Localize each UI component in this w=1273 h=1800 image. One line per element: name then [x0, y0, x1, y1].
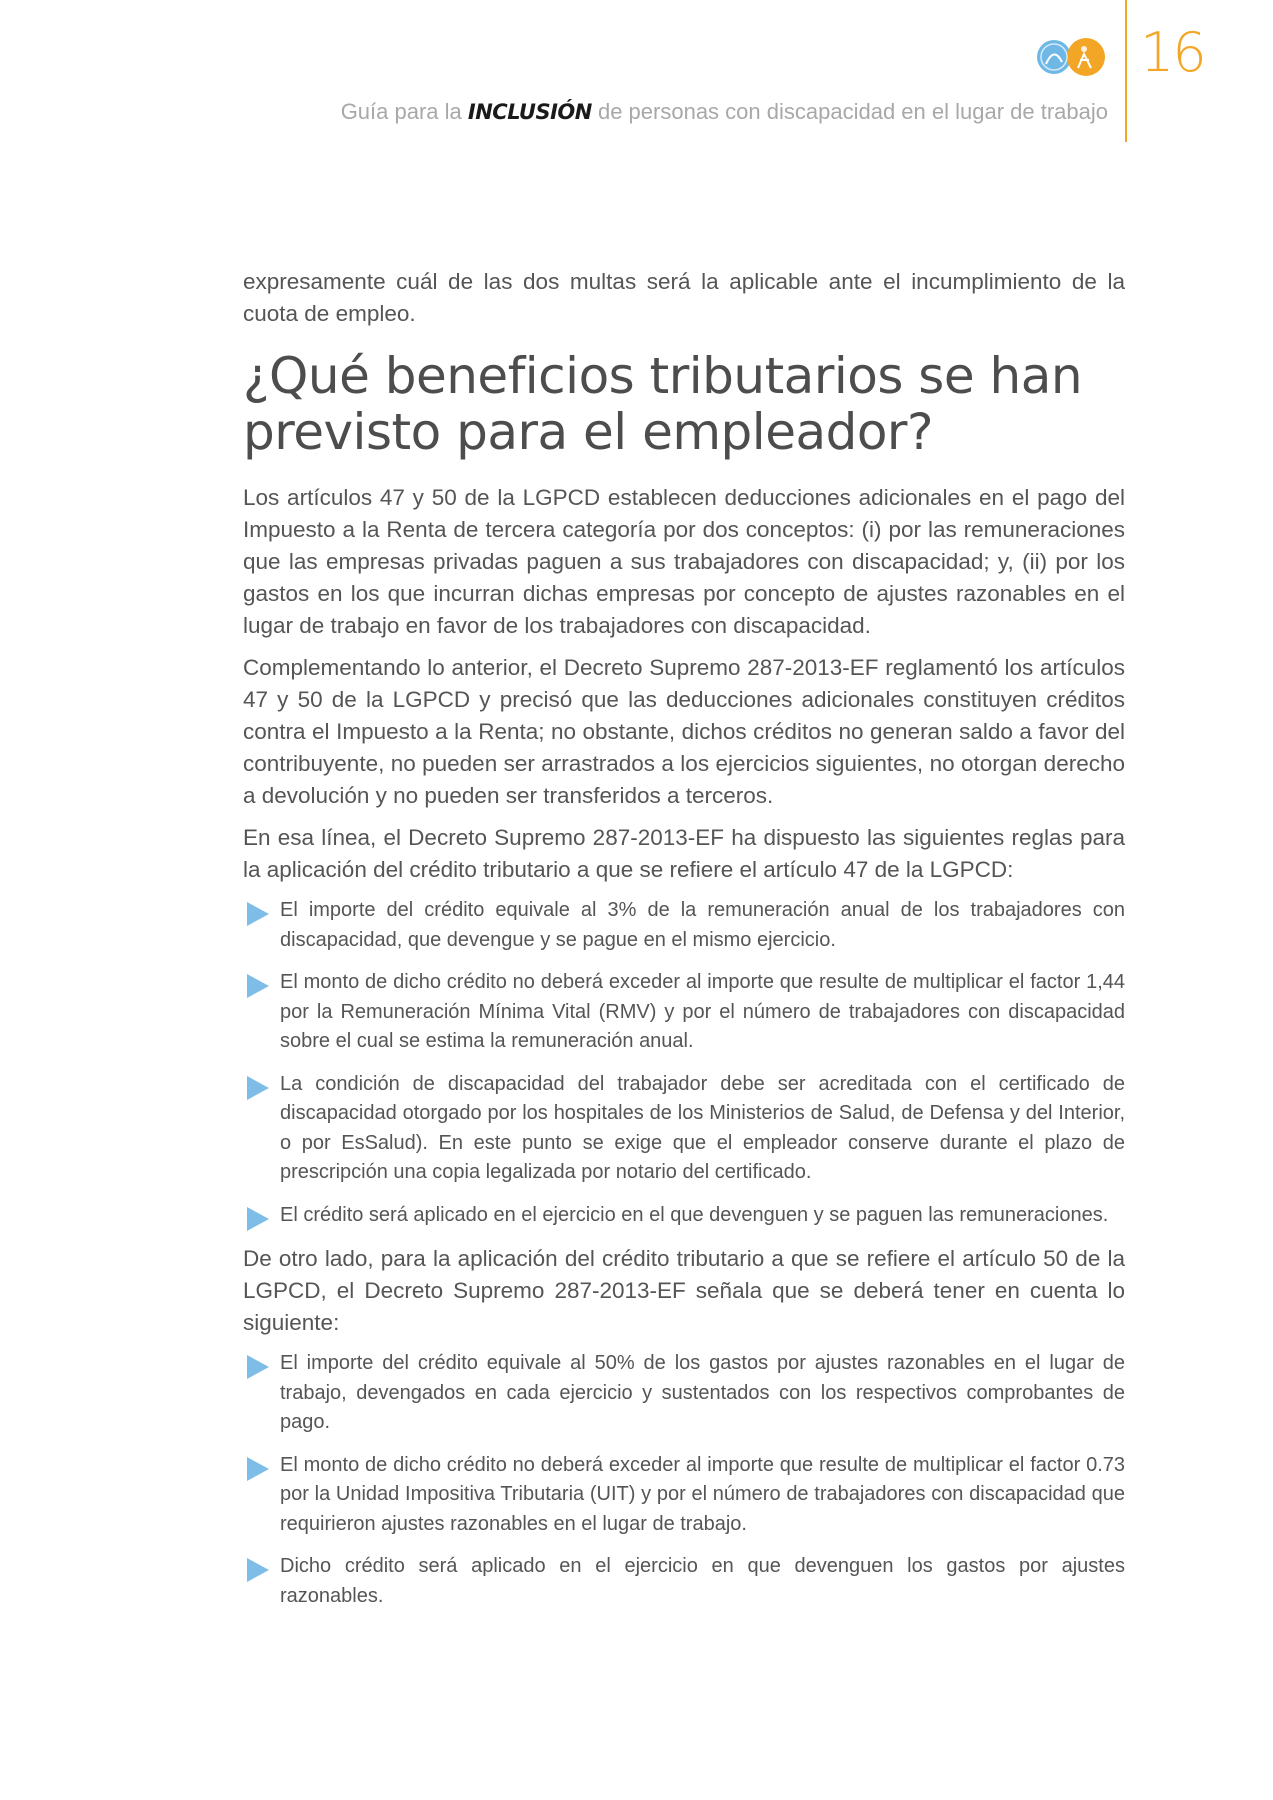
list-item-text: El crédito será aplicado en el ejercicio en el que devenguen y se paguen las remuneraciones.	[280, 1203, 1109, 1226]
logo-icon	[1034, 36, 1108, 78]
list-item-text: El importe del crédito equivale al 3% de la remuneración anual de los trabajadores con discapacidad, que devengue y se pague en el mismo ejercicio.	[280, 899, 1125, 951]
list-item-text: El monto de dicho crédito no deberá exceder al importe que resulte de multiplicar el factor 0.73 por la Unidad Impositiva Tributaria (UIT) y por el número de trabajadores con discapacidad que requirieron ajustes razonables en el lugar de trabajo.	[280, 1453, 1125, 1535]
triangle-bullet-icon	[245, 1354, 271, 1380]
intro-paragraph: expresamente cuál de las dos multas será la aplicable ante el incumplimiento de la cuota de empleo.	[243, 269, 1125, 326]
list-item	[243, 1552, 1125, 1611]
page-content	[243, 266, 1125, 1624]
running-title-after: de personas con discapacidad en el lugar de trabajo	[597, 99, 1108, 124]
paragraph-art50: De otro lado, para la aplicación del crédito tributario a que se refiere el artículo 50 de la LGPCD, el Decreto Supremo 287-2013-EF señala que se deberá tener en cuenta lo siguiente:	[243, 1246, 1125, 1335]
triangle-bullet-icon	[245, 1206, 271, 1232]
list-item	[243, 1349, 1125, 1438]
triangle-bullet-icon	[245, 1456, 271, 1482]
running-title-brand: INCLUSIÓN	[467, 100, 592, 124]
header-divider	[1125, 0, 1127, 142]
triangle-bullet-icon	[245, 1075, 271, 1101]
paragraph-2: Complementando lo anterior, el Decreto Supremo 287-2013-EF reglamentó los artículos 47 y 50 de la LGPCD y precisó que las deducciones adicionales constituyen créditos contra el Impuesto a la Renta; no obstante, dichos créditos no generan saldo a favor del contribuyente, no pueden ser arrastrados a los ejercicios siguientes, no otorgan derecho a devolución y no pueden ser transferidos a terceros.	[243, 655, 1125, 808]
list-item-text: El importe del crédito equivale al 50% de los gastos por ajustes razonables en el lugar de trabajo, devengados en cada ejercicio y sustentados con los respectivos comprobantes de pago.	[280, 1352, 1125, 1433]
list-item	[243, 1070, 1125, 1188]
running-title-before: Guía para la	[340, 99, 462, 124]
section-heading: ¿Qué beneficios tributarios se han previsto para el empleador?	[243, 347, 1083, 461]
list-item	[243, 1201, 1125, 1231]
list-item-text: Dicho crédito será aplicado en el ejercicio en que devenguen los gastos por ajustes razonables.	[280, 1555, 1125, 1607]
paragraph-1: Los artículos 47 y 50 de la LGPCD establecen deducciones adicionales en el pago del Impuesto a la Renta de tercera categoría por dos conceptos: (i) por las remuneraciones que las empresas privadas paguen a sus trabajadores con discapacidad; y, (ii) por los gastos en los que incurran dichas empresas por concepto de ajustes razonables en el lugar de trabajo en favor de los trabajadores con discapacidad.	[243, 485, 1125, 638]
triangle-bullet-icon	[245, 1557, 271, 1583]
list-item-text: El monto de dicho crédito no deberá exceder al importe que resulte de multiplicar el factor 1,44 por la Remuneración Mínima Vital (RMV) y por el número de trabajadores con discapacidad sobre el cual se estima la remuneración anual.	[280, 971, 1125, 1052]
triangle-bullet-icon	[245, 973, 271, 999]
list-item	[243, 1451, 1125, 1540]
triangle-bullet-icon	[245, 901, 271, 927]
paragraph-3: En esa línea, el Decreto Supremo 287-2013-EF ha dispuesto las siguientes reglas para la aplicación del crédito tributario a que se refiere el artículo 47 de la LGPCD:	[243, 825, 1125, 882]
running-title	[341, 98, 1108, 126]
bullet-list-art50	[243, 1349, 1125, 1611]
bullet-list-art47	[243, 896, 1125, 1230]
list-item-text: La condición de discapacidad del trabajador debe ser acreditada con el certificado de discapacidad otorgado por los hospitales de los Ministerios de Salud, de Defensa y del Interior, o por EsSalud). En este punto se exige que el empleador conserve durante el plazo de prescripción una copia legalizada por notario del certificado.	[280, 1072, 1125, 1183]
list-item	[243, 896, 1125, 955]
page-number: 16	[1140, 21, 1205, 84]
list-item	[243, 968, 1125, 1057]
